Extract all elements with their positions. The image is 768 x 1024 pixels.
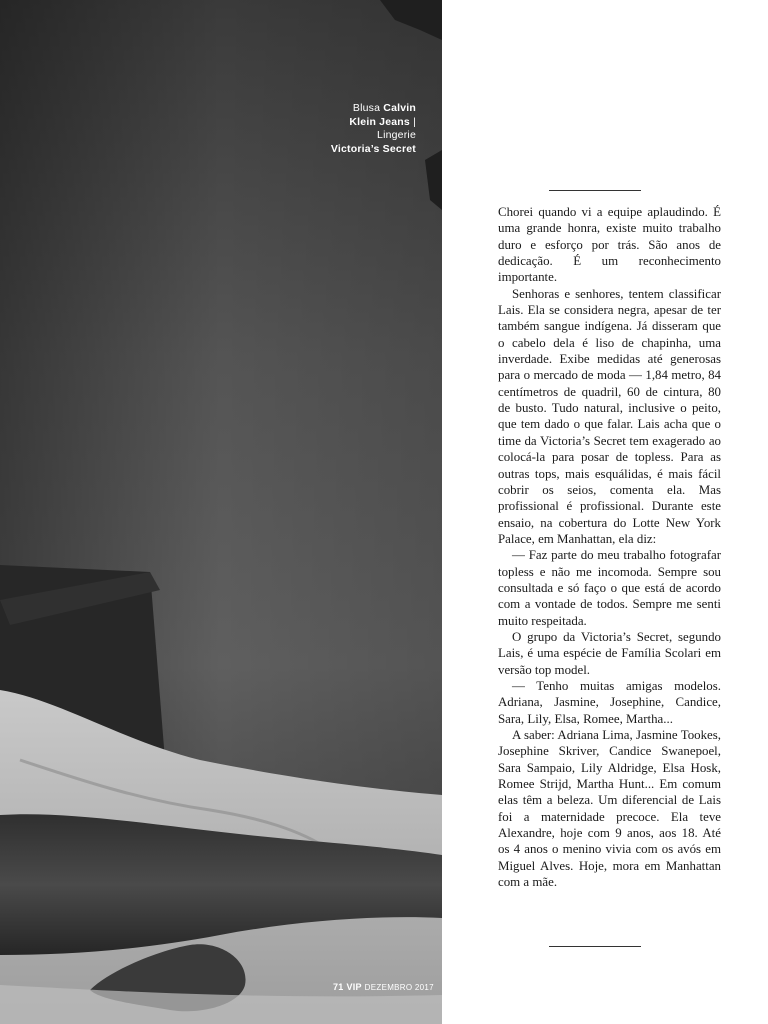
- top-divider: [549, 190, 641, 191]
- magazine-name: VIP: [346, 982, 362, 992]
- article-paragraph: O grupo da Victoria’s Secret, segundo Lais, é uma espécie de Família Scolari em versão top model.: [498, 629, 721, 677]
- article-paragraph: — Tenho muitas amigas modelos. Adriana, Jasmine, Josephine, Candice, Sara, Lily, Elsa, Romee, Martha...: [498, 678, 721, 726]
- page-number: 71: [333, 982, 344, 992]
- caption-text: | Lingerie: [377, 115, 416, 141]
- photo-caption: [330, 102, 416, 156]
- article-paragraph: A saber: Adriana Lima, Jasmine Tookes, Josephine Skriver, Candice Swanepoel, Sara Sampaio, Lily Aldridge, Elsa Hosk, Romee Strijd, Martha Hunt... Em comum elas têm a beleza. Um diferencial de Lais foi a maternidade precoce. Ela teve Alexandre, hoje com 9 anos, aos 18. Até os 4 anos o menino vivia com os avós em Miguel Alves. Hoje, mora em Manhattan com a mãe.: [498, 728, 721, 890]
- article-body: [498, 204, 721, 890]
- article-paragraph: — Faz parte do meu trabalho fotografar topless e não me incomoda. Sempre sou consultada e só faço o que está de acordo com a vontade de todos. Sempre me senti muito respeitada.: [498, 548, 721, 628]
- caption-brand: Victoria’s Secret: [330, 142, 416, 155]
- caption-text: Blusa: [352, 102, 384, 114]
- page-footer: [333, 982, 434, 992]
- article-paragraph: Senhoras e senhores, tentem classificar Lais. Ela se considera negra, apesar de ter também sangue indígena. Já disseram que o cabelo dela é liso de chapinha, uma inverdade. Exibe medidas até generosas para o mercado de moda — 1,84 metro, 84 centímetros de quadril, 60 de cintura, 80 de busto. Tudo natural, inclusive o peito, que tem dado o que falar. Lais acha que o time da Victoria’s Secret tem exagerado ao colocá-la para posar de topless. Para as outras tops, mais esquálidas, é mais fácil cobrir os seios, comenta ela. Mas profissional é profissional. Durante este ensaio, na cobertura do Lotte New York Palace, em Manhattan, ela diz:: [498, 286, 721, 546]
- article-paragraph: Chorei quando vi a equipe aplaudindo. É uma grande honra, existe muito trabalho duro e esforço por trás. São anos de dedicação. É um reconhecimento importante.: [498, 205, 721, 285]
- caption-brand: Calvin Klein Jeans: [349, 102, 416, 128]
- issue-date: DEZEMBRO 2017: [364, 983, 434, 992]
- bottom-divider: [549, 946, 641, 947]
